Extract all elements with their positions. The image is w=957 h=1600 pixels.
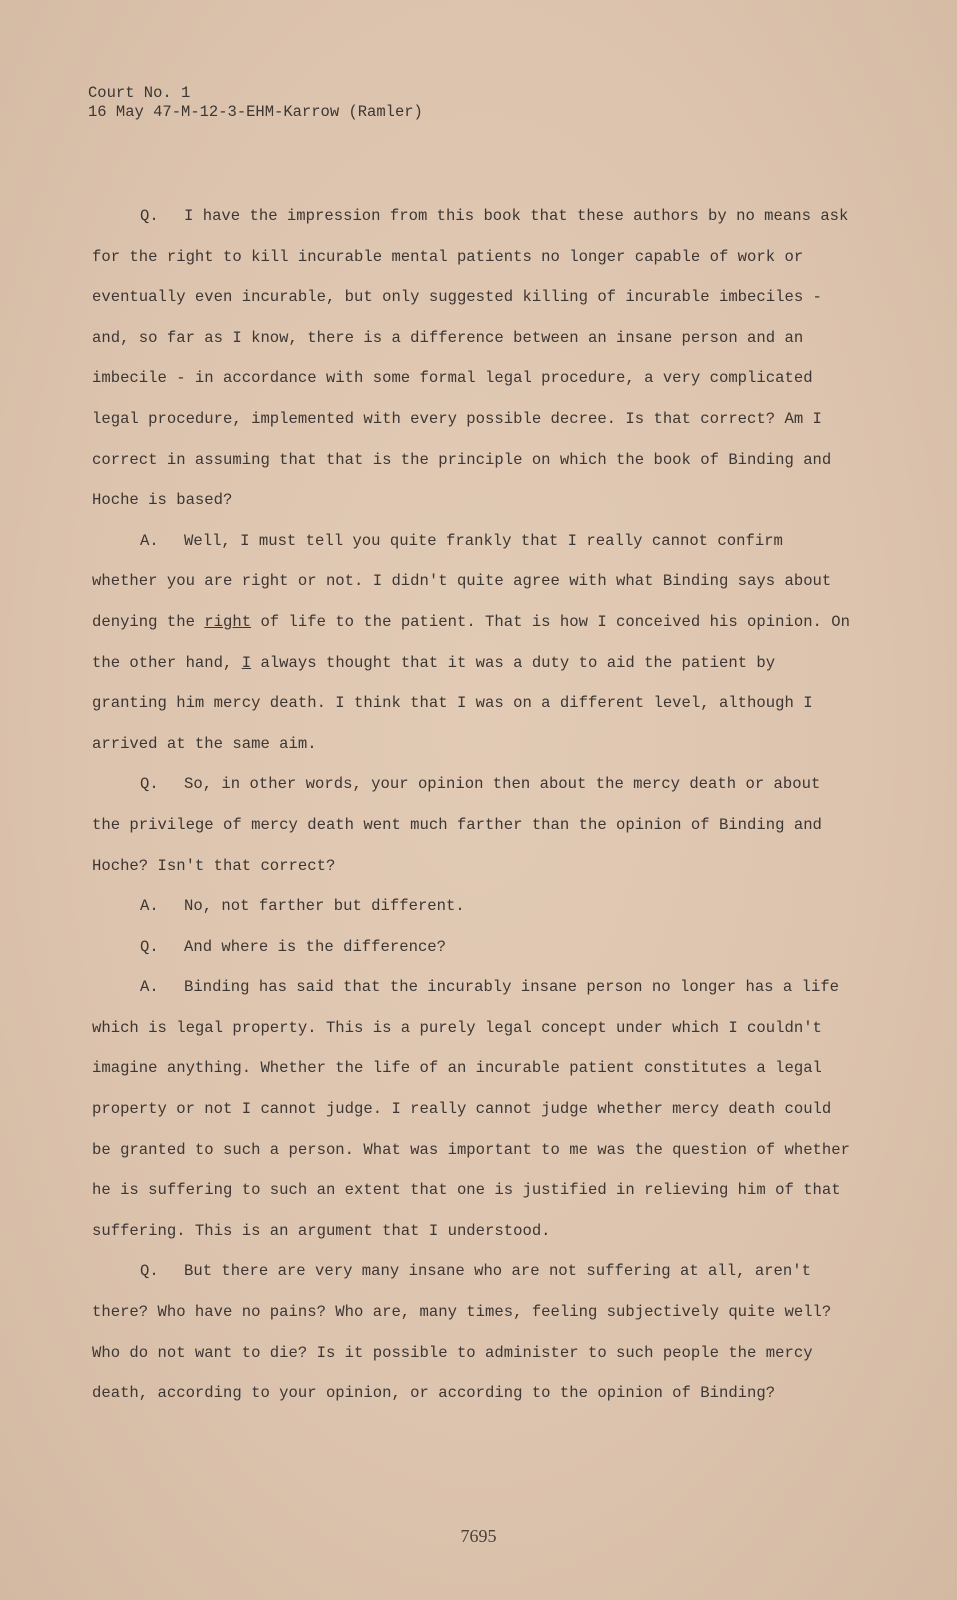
- speaker-label: Q.: [140, 1262, 159, 1281]
- speaker-label: Q.: [140, 937, 159, 956]
- paragraph-text: So, in other words, your opinion then about the mercy death or about the privilege of mercy death went much farther than the opinion of Binding and Hoche? Isn't that correct?: [92, 775, 822, 875]
- speaker-label: Q.: [140, 207, 159, 225]
- testimony-paragraph: [92, 886, 852, 927]
- testimony-paragraph: [92, 521, 852, 765]
- speaker-label: A.: [140, 531, 159, 550]
- testimony-paragraph: [92, 927, 852, 968]
- document-header: [88, 84, 423, 122]
- speaker-label: A.: [140, 897, 159, 916]
- speaker-label: Q.: [140, 775, 159, 794]
- testimony-paragraph: [92, 1251, 852, 1413]
- paragraph-text: I have the impression from this book that these authors by no means ask for the right to kill incurable mental patients no longer capable of work or eventually even incurable, but only suggested killing of incurable imbeciles - and, so far as I know, there is a difference between an insane person and an imbecile - in accordance with some formal legal procedure, a very complicated legal procedure, implemented with every possible decree. Is that correct? Am I correct in assuming that that is the principle on which the book of Binding and Hoche is based?: [92, 207, 849, 510]
- paragraph-text: Well, I must tell you quite frankly that I really cannot confirm whether you are right or not. I didn't quite agree with what Binding says about denying the: [92, 531, 832, 631]
- testimony-paragraph: [92, 967, 852, 1251]
- paragraph-text: Binding has said that the incurably insane person no longer has a life which is legal property. This is a purely legal concept under which I couldn't imagine anything. Whether the life of an incurable patient constitutes a legal property or not I cannot judge. I really cannot judge whether mercy death could be granted to such a person. What was important to me was the question of whether he is suffering to such an extent that one is justified in relieving him of that suffering. This is an argument that I understood.: [92, 978, 850, 1240]
- paragraph-text: But there are very many insane who are not suffering at all, aren't there? Who have no pains? Who are, many times, feeling subjectively quite well? Who do not want to die? Is it possible to administer to such people the mercy death, according to your opinion, or according to the opinion of Binding?: [92, 1262, 832, 1403]
- paragraph-text: And where is the difference?: [184, 937, 447, 956]
- speaker-label: A.: [140, 978, 159, 997]
- testimony-paragraph: [92, 764, 852, 886]
- session-reference: 16 May 47-M-12-3-EHM-Karrow (Ramler): [88, 103, 423, 121]
- paragraph-text: of life to the patient. That is how I conceived his opinion. On the other hand,: [92, 612, 850, 672]
- court-number: Court No. 1: [88, 84, 191, 102]
- testimony-paragraph: [92, 196, 852, 521]
- paragraph-text: always thought that it was a duty to aid the patient by granting him mercy death. I think that I was on a different level, although I arrived at the same aim.: [92, 653, 813, 753]
- page-number: 7695: [460, 1526, 497, 1546]
- paragraph-text: No, not farther but different.: [184, 897, 465, 916]
- underlined-word: I: [241, 653, 252, 672]
- underlined-word: right: [204, 612, 252, 631]
- testimony-body: [92, 196, 852, 1414]
